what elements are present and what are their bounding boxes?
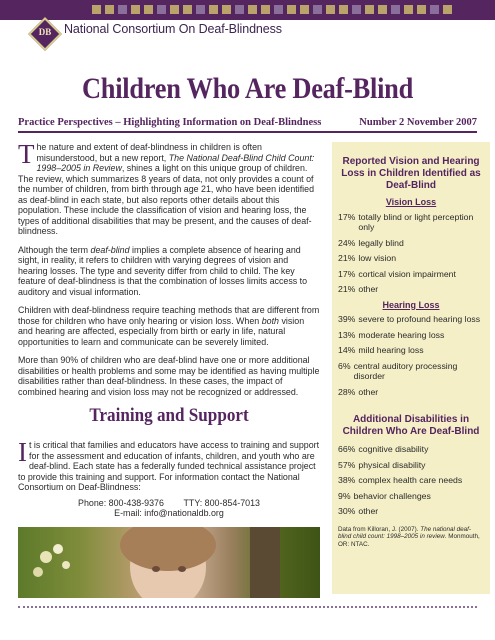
stat-percent: 24% [338,237,356,248]
stat-label: other [358,284,379,294]
list-item [338,269,484,280]
logo-text: DB [38,27,52,37]
list-item [338,284,484,295]
list-item [338,491,484,502]
stats-sidebar [332,142,490,594]
stat-percent: 30% [338,506,356,516]
stat-label: severe to profound hearing loss [358,314,481,324]
source-title: The national deaf-blind child count: 1998–2005 in review [338,525,472,541]
stat-label: physical disability [358,459,426,470]
training-paragraph [18,437,320,493]
hearing-loss-label: Hearing Loss [382,299,440,310]
sidebar-heading-vision-hearing: Reported Vision and Hearing Loss in Children Identified as Deaf-Blind [341,156,481,191]
dropcap: T [18,139,35,169]
stat-label: cognitive disability [358,444,429,454]
intro-paragraph-3 [18,305,320,347]
bottom-dotted-rule [18,606,477,608]
org-name: National Consortium On Deaf-Blindness [64,22,282,36]
dropcap: I [18,437,27,467]
sidebar-heading-additional: Additional Disabilities in Children Who Are Deaf-Blind [342,414,480,437]
header-strip [0,0,495,20]
intro-paragraph-1 [18,139,320,237]
list-item [338,444,484,455]
stat-label: behavior challenges [353,490,431,501]
stat-percent: 21% [338,253,356,263]
page-title: Children Who Are Deaf-Blind [81,72,413,105]
list-item [338,475,484,486]
vision-list [338,212,484,295]
email-line: E-mail: info@nationaldb.org [114,508,224,518]
stat-label: totally blind or light perception only [358,211,474,232]
report-title: The National Deaf-Blind Child Count: 1998–2005 in Review [36,152,315,173]
text: Children with deaf-blindness require teaching methods that are different from those for children who have only hearing or vision loss. When [18,305,320,326]
list-item [338,314,484,325]
text: Although the term [18,244,91,255]
stat-percent: 39% [338,314,356,324]
stat-label: other [358,506,379,516]
intro-section [18,139,320,405]
issue-info: Number 2 November 2007 [359,117,477,128]
child-photo [18,527,320,598]
text: Data from Killoran, J. (2007). [338,525,421,533]
stat-percent: 9% [338,490,351,501]
list-item [338,361,484,382]
text: t is critical that families and educators have access to training and support for the assessment and education of infants, children, and youth who are deaf-blind. Each state has a federally funded technical assistance project to provide this training and support. For information contact the National Consortium on Deaf-Blindness: [18,440,320,492]
data-source [338,526,484,549]
contact-block [18,498,320,519]
list-item [338,387,484,398]
stat-percent: 14% [338,345,356,355]
stat-percent: 17% [338,211,356,222]
list-item [338,330,484,341]
stat-label: complex health care needs [358,475,463,485]
list-item [338,506,484,517]
training-section [18,437,320,519]
ncdb-logo [28,17,62,51]
stat-percent: 13% [338,329,356,340]
title-rule [18,131,477,133]
vision-loss-label: Vision Loss [385,197,437,207]
text: vision and hearing are affected, especially from birth or early in life, natural opportunities to learn and communicate can be severely limited. [18,315,305,347]
stat-percent: 57% [338,459,356,470]
list-item [338,345,484,356]
text: implies a complete absence of hearing and sight, in reality, it refers to children with varying degrees of vision and hearing losses. The type and severity differ from child to child. The key feature of deaf-blindness is that the combination of losses limits access to auditory and visual information. [18,244,308,297]
stat-label: low vision [358,253,397,263]
list-item [338,212,484,233]
decorative-squares [92,5,452,14]
phone-line: Phone: 800-438-9376 TTY: 800-854-7013 [78,497,260,508]
intro-paragraph-2 [18,245,320,298]
list-item [338,253,484,264]
text: . Monmouth, OR: NTAC. [338,533,480,548]
stat-percent: 66% [338,444,356,454]
stat-label: legally blind [358,237,404,248]
stat-percent: 17% [338,268,356,279]
subheader [18,117,477,132]
stat-label: moderate hearing loss [358,329,445,340]
training-heading: Training and Support [89,405,249,426]
stat-label: cortical vision impairment [358,268,456,279]
list-item [338,238,484,249]
hearing-list [338,314,484,397]
stat-percent: 28% [338,386,356,397]
additional-list [338,444,484,517]
stat-percent: 6% [338,360,351,371]
stat-percent: 21% [338,284,356,294]
stat-label: central auditory processing disorder [353,360,458,381]
intro-paragraph-4: More than 90% of children who are deaf-blind have one or more additional disabilities or health problems and some may be identified as having multiple disabilities rather than deaf-blindness. In these cases, the impact of combined hearing and vision loss may not be recognized or addressed. [18,355,320,397]
series-name: Practice Perspectives – Highlighting Information on Deaf-Blindness [18,117,322,128]
emphasis: deaf-blind [90,244,130,255]
text: , shines a light on this unique group of children. The review, which summarizes 8 years of data, not only provides a count of the number of children, from birth through age 21, who have been identified as deaf-blind in each state, but also reports other details about this population. These include the classification of vision and hearing loss, the types of additional disabilities that may be present, and the causes of deaf-blindness. [18,163,315,236]
stat-label: other [358,386,379,397]
stat-label: mild hearing loss [358,345,424,355]
list-item [338,460,484,471]
stat-percent: 38% [338,475,356,485]
text: he nature and extent of deaf-blindness in children is often misunderstood, but a new report, [36,142,262,163]
emphasis: both [261,315,279,326]
